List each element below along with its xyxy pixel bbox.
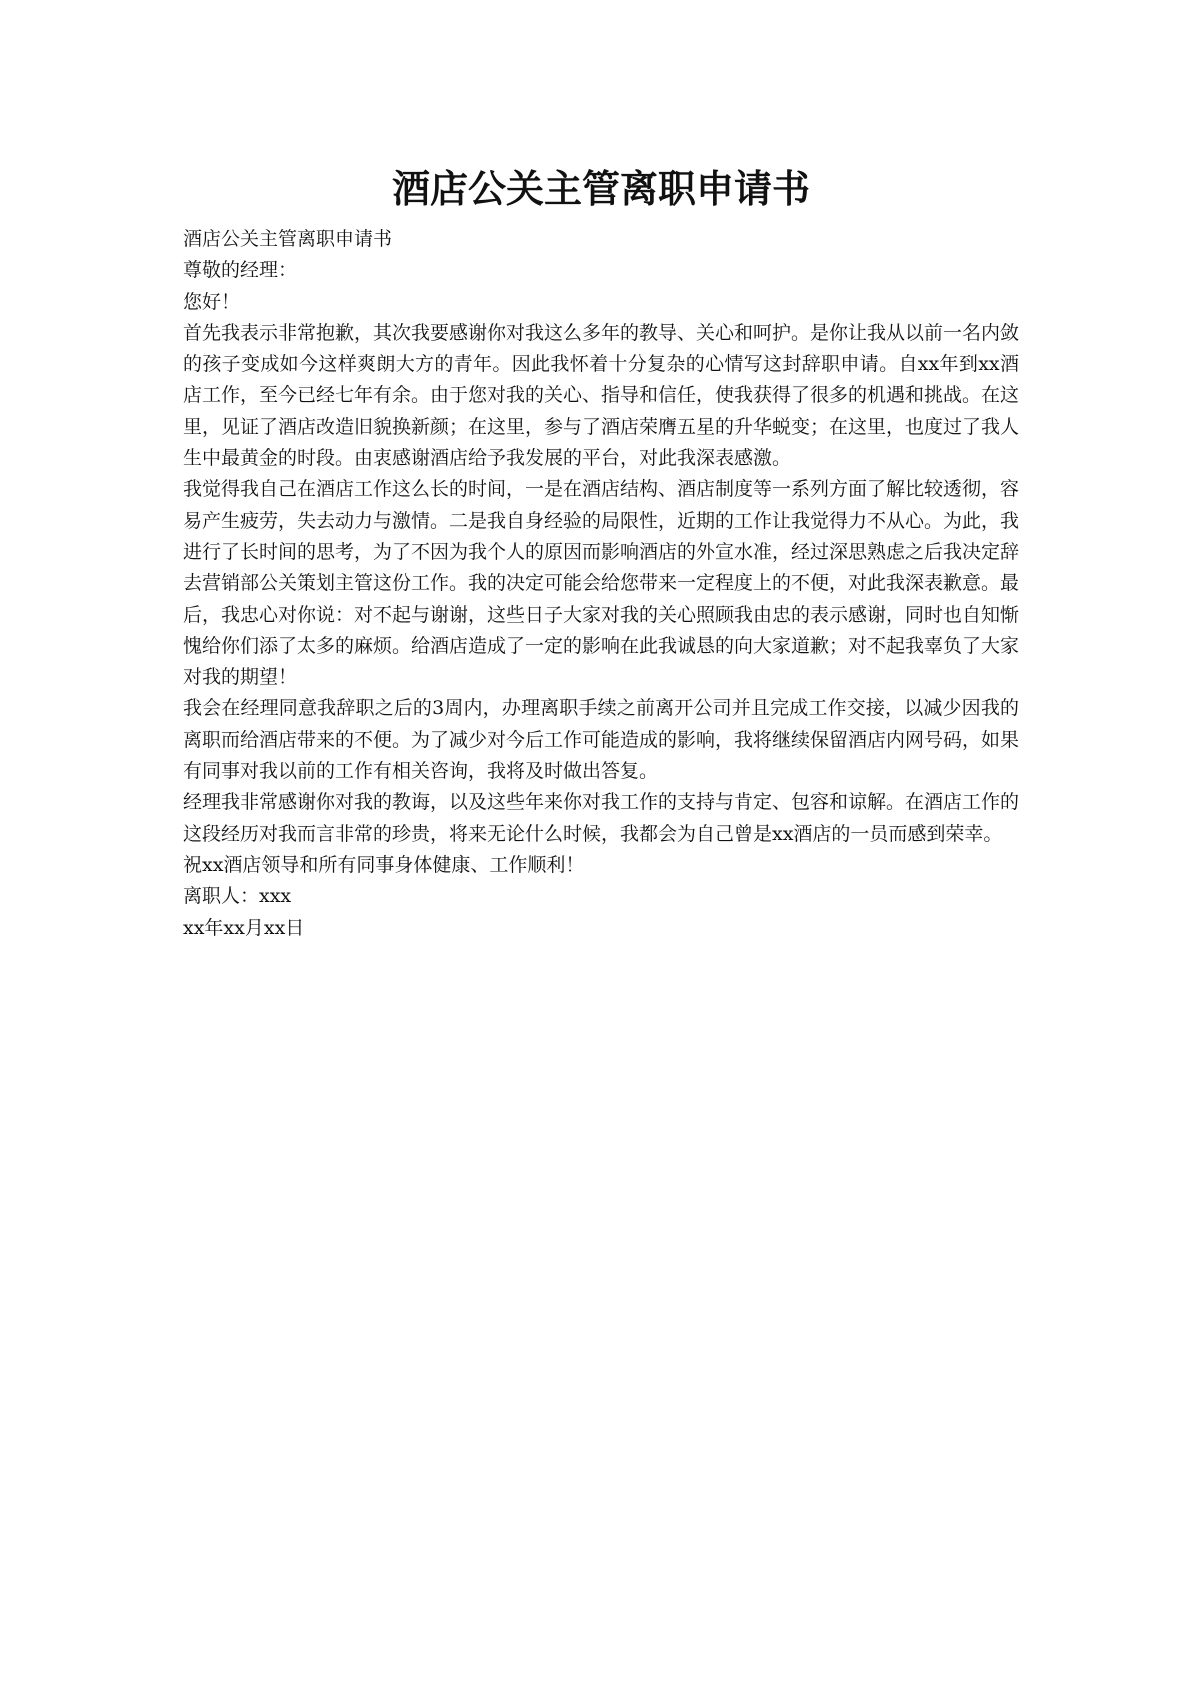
document-title: 酒店公关主管离职申请书 — [391, 166, 810, 211]
closing-wishes: 祝xx酒店领导和所有同事身体健康、工作顺利！ — [183, 853, 585, 876]
document-subtitle: 酒店公关主管离职申请书 — [183, 228, 393, 250]
body-paragraph: 首先我表示非常抱歉，其次我要感谢你对我这么多年的教导、关心和呵护。是你让我从以前一名内敛的孩子变成如今这样爽朗大方的青年。因此我怀着十分复杂的心情写这封辞职申请。自xx年到xx酒店工作，至今已经七年有余。由于您对我的关心、指导和信任，使我获得了很多的机遇和挑战。在这里，见证了酒店改造旧貌换新颜；在这里，参与了酒店荣膺五星的升华蜕变；在这里，也度过了我人生中最黄金的时段。由衷感谢酒店给予我发展的平台，对此我深表感激。 — [183, 321, 1020, 470]
salutation: 尊敬的经理： — [183, 259, 298, 282]
body-paragraph: 经理我非常感谢你对我的教诲，以及这些年来你对我工作的支持与肯定、包容和谅解。在酒店工作的这段经历对我而言非常的珍贵，将来无论什么时候，我都会为自己曾是xx酒店的一员而感到荣幸。 — [183, 791, 1020, 845]
signature: 离职人：xxx — [183, 885, 292, 908]
date: xx年xx月xx日 — [183, 916, 305, 939]
body-paragraph: 我会在经理同意我辞职之后的3周内，办理离职手续之前离开公司并且完成工作交接，以减少因我的离职而给酒店带来的不便。为了减少对今后工作可能造成的影响，我将继续保留酒店内网号码，如果有同事对我以前的工作有相关咨询，我将及时做出答复。 — [183, 697, 1020, 783]
document-page — [183, 165, 1019, 944]
body-paragraph: 我觉得我自己在酒店工作这么长的时间，一是在酒店结构、酒店制度等一系列方面了解比较透彻，容易产生疲劳，失去动力与激情。二是我自身经验的局限性，近期的工作让我觉得力不从心。为此，我进行了长时间的思考，为了不因为我个人的原因而影响酒店的外宣水准，经过深思熟虑之后我决定辞去营销部公关策划主管这份工作。我的决定可能会给您带来一定程度上的不便，对此我深表歉意。最后，我忠心对你说：对不起与谢谢，这些日子大家对我的关心照顾我由忠的表示感谢，同时也自知惭愧给你们添了太多的麻烦。给酒店造成了一定的影响在此我诚恳的向大家道歉；对不起我辜负了大家对我的期望！ — [183, 478, 1020, 689]
greeting: 您好！ — [183, 290, 241, 313]
